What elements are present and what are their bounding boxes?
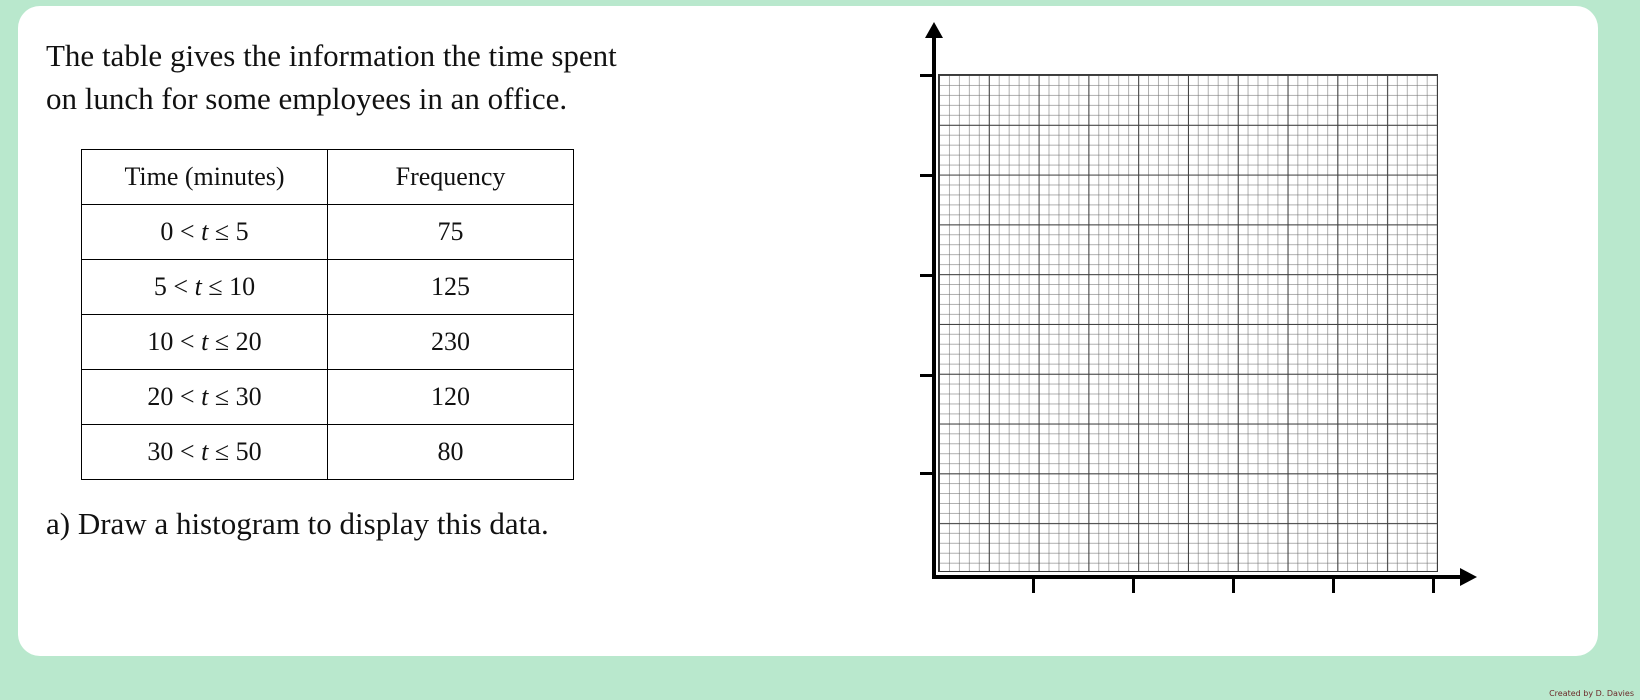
cell-interval — [82, 315, 328, 370]
table-row — [82, 370, 574, 425]
graph-area — [918, 24, 1488, 594]
y-axis-tick — [920, 174, 935, 177]
interval-variable: t — [201, 437, 209, 466]
question-part-a: a) Draw a histogram to display this data. — [46, 506, 549, 541]
cell-interval — [82, 260, 328, 315]
x-axis-tick — [1232, 577, 1235, 593]
cell-interval — [82, 370, 328, 425]
table-header-row — [82, 150, 574, 205]
table-row — [82, 260, 574, 315]
interval-variable: t — [201, 327, 209, 356]
interval-pre: 5 < — [153, 272, 195, 301]
column-header-time: Time (minutes) — [82, 150, 328, 205]
author-credit: Created by D. Davies — [1549, 689, 1634, 698]
x-axis-arrow-icon — [1460, 568, 1477, 586]
content-card — [18, 6, 1598, 656]
cell-frequency: 125 — [328, 260, 574, 315]
interval-post: ≤ 20 — [208, 327, 262, 356]
cell-frequency: 75 — [328, 205, 574, 260]
cell-interval — [82, 425, 328, 480]
y-axis — [932, 34, 936, 579]
y-axis-tick — [920, 74, 935, 77]
y-axis-tick — [920, 472, 935, 475]
table-row — [82, 205, 574, 260]
interval-post: ≤ 30 — [208, 382, 262, 411]
interval-pre: 0 < — [160, 217, 202, 246]
interval-pre: 30 < — [147, 437, 202, 466]
cell-frequency: 120 — [328, 370, 574, 425]
table-row — [82, 315, 574, 370]
table-row — [82, 425, 574, 480]
cell-frequency: 230 — [328, 315, 574, 370]
x-axis-tick — [1032, 577, 1035, 593]
question-line-1: The table gives the information the time spent — [46, 38, 617, 73]
interval-variable: t — [201, 382, 209, 411]
frequency-table — [81, 149, 574, 480]
y-axis-tick — [920, 274, 935, 277]
question-statement — [46, 34, 736, 120]
interval-post: ≤ 5 — [208, 217, 249, 246]
interval-post: ≤ 50 — [208, 437, 262, 466]
x-axis-tick — [1432, 577, 1435, 593]
interval-pre: 10 < — [147, 327, 202, 356]
column-header-frequency: Frequency — [328, 150, 574, 205]
cell-interval — [82, 205, 328, 260]
grid-paper — [938, 74, 1438, 572]
interval-variable: t — [201, 217, 209, 246]
interval-variable: t — [194, 272, 202, 301]
x-axis-tick — [1132, 577, 1135, 593]
y-axis-tick — [920, 374, 935, 377]
y-axis-arrow-icon — [925, 22, 943, 38]
x-axis-tick — [1332, 577, 1335, 593]
question-line-2: on lunch for some employees in an office. — [46, 81, 568, 116]
cell-frequency: 80 — [328, 425, 574, 480]
interval-post: ≤ 10 — [201, 272, 256, 301]
interval-pre: 20 < — [147, 382, 202, 411]
x-axis — [932, 575, 1467, 579]
